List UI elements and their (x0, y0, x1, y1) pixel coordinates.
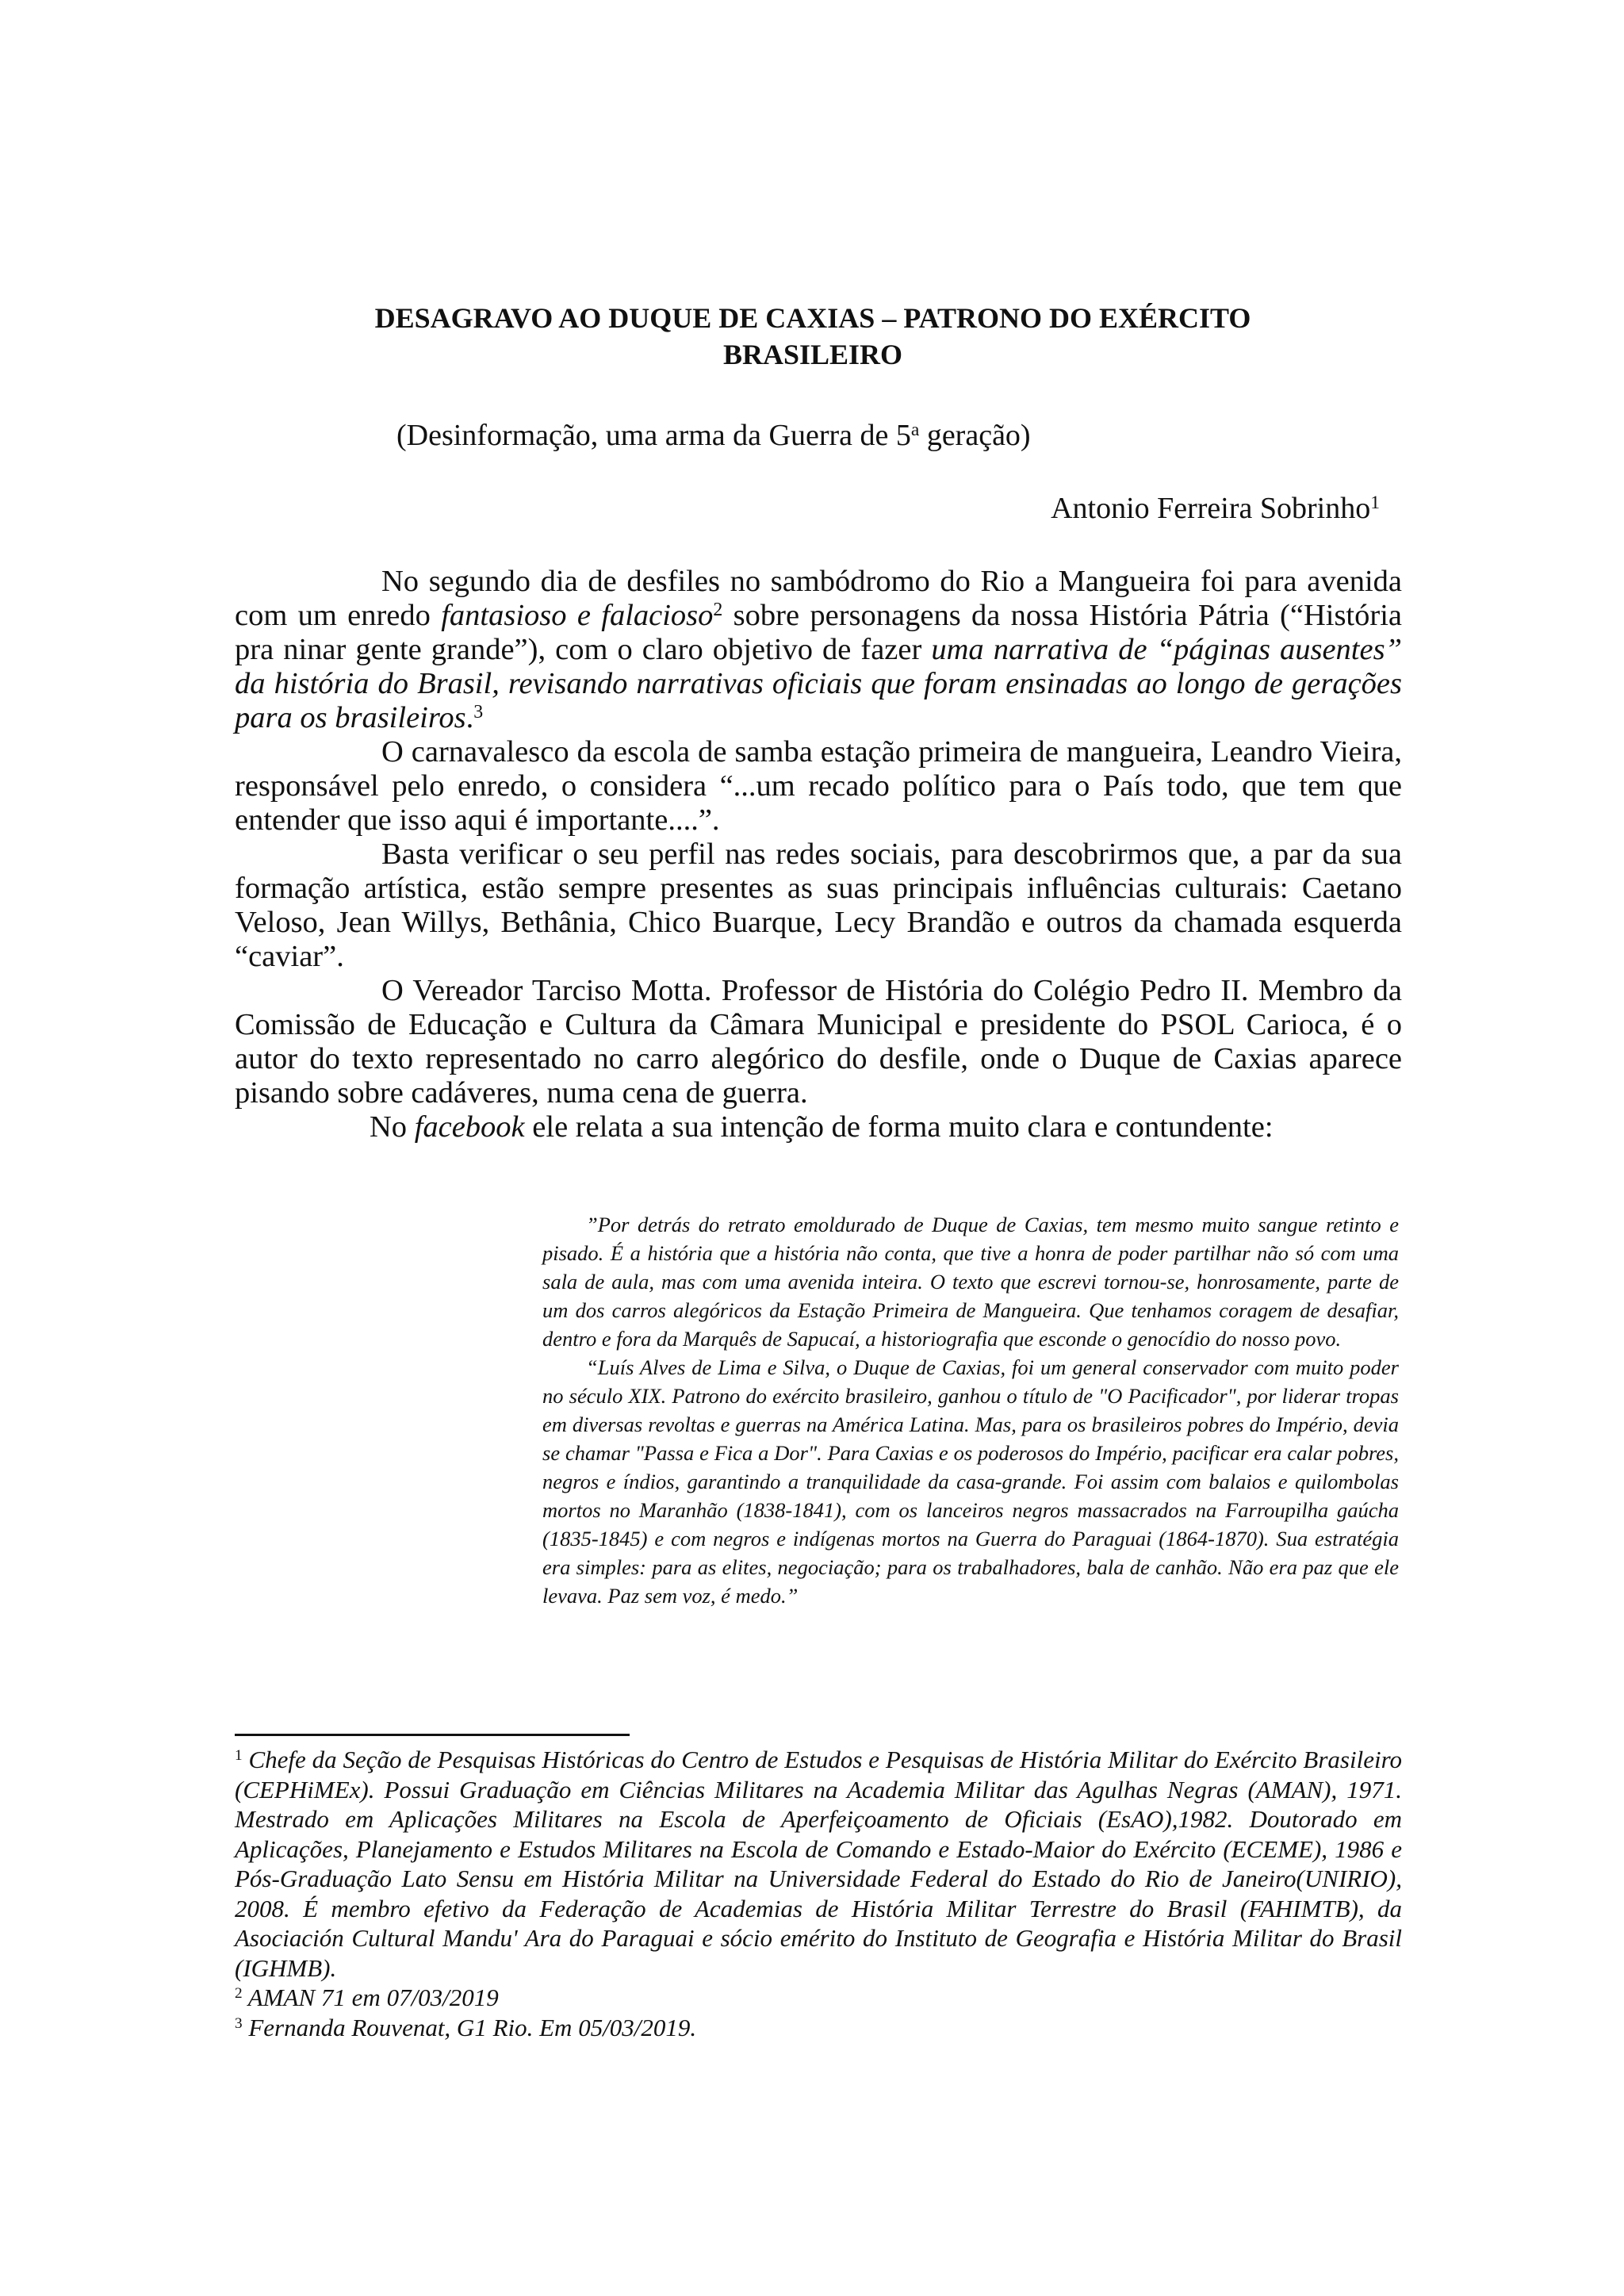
footnote-3 (235, 2013, 1402, 2043)
body-text (235, 565, 1402, 1144)
subtitle-text-end: geração) (919, 419, 1031, 452)
footnote-separator (235, 1734, 630, 1736)
paragraph-5-text-2: ele relata a sua intenção de forma muito clara e contundente: (524, 1110, 1274, 1144)
footnote-3-mark: 3 (235, 2014, 243, 2032)
footnote-3-text: Fernanda Rouvenat, G1 Rio. Em 05/03/2019. (242, 2013, 697, 2041)
footnote-1-mark: 1 (235, 1747, 243, 1765)
footnote-ref-2: 2 (713, 600, 723, 621)
paragraph-1-italic: fantasioso e falacioso (441, 599, 714, 632)
title-line-1: DESAGRAVO AO DUQUE DE CAXIAS – PATRONO DO EXÉRCITO (374, 302, 1251, 334)
quote-paragraph-2: “Luís Alves de Lima e Silva, o Duque de Caxias, foi um general conservador com muito poder no século XIX. Patrono do exército brasileiro, ganhou o título de "O Pacificador", por liderar tropas em diversas revoltas e guerras na América Latina. Mas, para os brasileiros pobres do Império, devia se chamar "Passa e Fica a Dor". Para Caxias e os poderosos do Império, pacificar era calar pobres, negros e índios, garantindo a tranquilidade da casa-grande. Foi assim com balaios e quilombolas mortos no Maranhão (1838-1841), com os lanceiros negros massacrados na Farroupilha gaúcha (1835-1845) e com negros e indígenas mortos na Guerra do Paraguai (1864-1870). Sua estratégia era simples: para as elites, negociação; para os trabalhadores, bala de canhão. Não era paz que ele levava. Paz sem voz, é medo.” (542, 1355, 1399, 1608)
paragraph-5 (235, 1110, 1402, 1144)
paragraph-1-text-2: sobre personagens da nossa História Pátria (“História pra ninar gente grande”), com o claro objetivo de fazer (235, 599, 1402, 666)
footnote-2 (235, 1983, 1402, 2013)
footnote-2-text: AMAN 71 em 07/03/2019 (242, 1984, 499, 2011)
footnotes (235, 1745, 1402, 2042)
paragraph-1-text: No segundo dia de desfiles no sambódromo do Rio a Mangueira foi para avenida com um enredo (235, 565, 1402, 632)
paragraph-5-italic: facebook (414, 1110, 525, 1144)
paragraph-1-italic-2: uma narrativa de “páginas ausentes” da história do Brasil, revisando narrativas oficiais que foram ensinadas ao longo de gerações para os brasileiros (235, 633, 1402, 734)
quote-paragraph-1: ”Por detrás do retrato emoldurado de Duque de Caxias, tem mesmo muito sangue retinto e pisado. É a história que a história não conta, que tive a honra de poder partilhar não só com uma sala de aula, mas com uma avenida inteira. O texto que escrevi tornou-se, honrosamente, parte de um dos carros alegóricos da Estação Primeira de Mangueira. Que tenhamos coragem de desafiar, dentro e fora da Marquês de Sapucaí, a historiografia que esconde o genocídio do nosso povo. (542, 1213, 1399, 1351)
paragraph-4: O Vereador Tarciso Motta. Professor de História do Colégio Pedro II. Membro da Comissão de Educação e Cultura da Câmara Municipal e presidente do PSOL Carioca, é o autor do texto representado no carro alegórico do desfile, onde o Duque de Caxias aparece pisando sobre cadáveres, numa cena de guerra. (235, 974, 1402, 1110)
paragraph-1 (235, 565, 1402, 735)
footnote-1 (235, 1745, 1402, 1983)
document-subtitle (396, 417, 1189, 454)
paragraph-1-end: . (465, 701, 474, 734)
footnote-ref-3: 3 (473, 702, 484, 723)
paragraph-2: O carnavalesco da escola de samba estação primeira de mangueira, Leandro Vieira, responsável pelo enredo, o considera “...um recado político para o País todo, que tem que entender que isso aqui é importante....”. (235, 735, 1402, 837)
paragraph-3: Basta verificar o seu perfil nas redes sociais, para descobrirmos que, a par da sua formação artística, estão sempre presentes as suas principais influências culturais: Caetano Veloso, Jean Willys, Bethânia, Chico Buarque, Lecy Brandão e outros da chamada esquerda “caviar”. (235, 838, 1402, 973)
subtitle-ordinal: a (910, 420, 920, 441)
footnote-1-text: Chefe da Seção de Pesquisas Históricas do Centro de Estudos e Pesquisas de História Militar do Exército Brasileiro (CEPHiMEx). Possui Graduação em Ciências Militares na Academia Militar das Agulhas Negras (AMAN), 1971. Mestrado em Aplicações Militares na Escola de Aperfeiçoamento de Oficiais (EsAO),1982. Doutorado em Aplicações, Planejamento e Estudos Militares na Escola de Comando e Estado-Maior do Exército (ECEME), 1986 e Pós-Graduação Lato Sensu em História Militar na Universidade Federal do Estado do Rio de Janeiro(UNIRIO), 2008. É membro efetivo da Federação de Academias de História Militar Terrestre do Brasil (FAHIMTB), da Asociación Cultural Mandu' Ara do Paraguai e sócio emérito do Instituto de Geografia e História Militar do Brasil (IGHMB). (235, 1746, 1402, 1982)
subtitle-text: (Desinformação, uma arma da Guerra de 5 (396, 419, 911, 452)
footnote-ref-1: 1 (1370, 493, 1380, 514)
author-name: Antonio Ferreira Sobrinho (1051, 492, 1371, 525)
block-quote (542, 1210, 1399, 1610)
paragraph-5-text: No (370, 1110, 415, 1144)
document-title (238, 300, 1388, 373)
author-line (872, 490, 1380, 527)
title-line-2: BRASILEIRO (722, 339, 903, 370)
footnote-2-mark: 2 (235, 1985, 243, 2003)
